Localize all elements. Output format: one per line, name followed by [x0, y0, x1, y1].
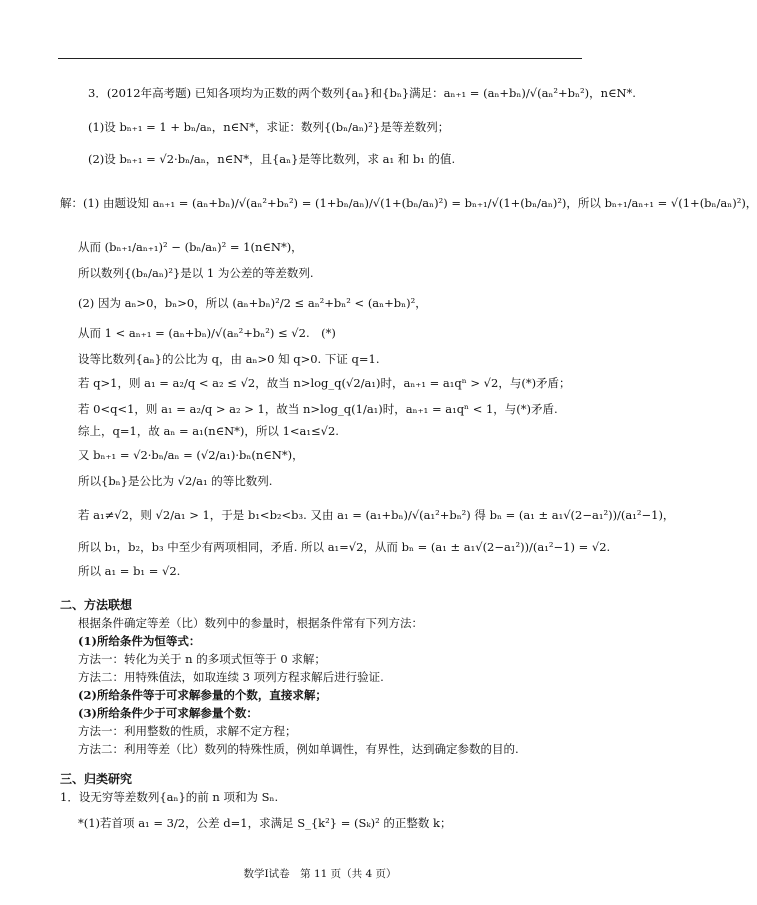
solution-line-3: 所以数列{(bₙ/aₙ)²}是以 1 为公差的等差数列. — [78, 266, 314, 280]
method-case-3-way-2: 方法二：利用等差（比）数列的特殊性质，例如单调性，有界性，达到确定参数的目的. — [78, 742, 519, 756]
method-case-3: (3)所给条件少于可求解参量个数： — [78, 706, 258, 720]
solution-line-4: (2) 因为 aₙ>0，bₙ>0，所以 (aₙ+bₙ)²/2 ≤ aₙ²+bₙ² < (aₙ+bₙ)²， — [78, 296, 427, 310]
solution-line-9: 综上，q=1，故 aₙ = a₁(n∈N*)，所以 1<a₁≤√2. — [78, 424, 339, 438]
solution-line-7: 若 q>1，则 a₁ = a₂/q < a₂ ≤ √2，故当 n>log_q(√2/a₁)时，aₙ₊₁ = a₁qⁿ > √2，与(*)矛盾； — [78, 376, 571, 390]
research-question-1: 1．设无穷等差数列{aₙ}的前 n 项和为 Sₙ. — [60, 790, 279, 804]
method-case-1-way-2: 方法二：用特殊值法，如取连续 3 项列方程求解后进行验证. — [78, 670, 384, 684]
solution-line-5: 从而 1 < aₙ₊₁ = (aₙ+bₙ)/√(aₙ²+bₙ²) ≤ √2. (*) — [78, 326, 336, 340]
method-case-2: (2)所给条件等于可求解参量的个数，直接求解； — [78, 688, 327, 702]
page-footer: 数学Ⅰ试卷 第 11 页（共 4 页） — [243, 868, 397, 880]
problem-part-1: (1)设 bₙ₊₁ = 1 + bₙ/aₙ，n∈N*，求证：数列{(bₙ/aₙ)²}是等差数列； — [88, 120, 450, 134]
problem-part-2: (2)设 bₙ₊₁ = √2·bₙ/aₙ，n∈N*，且{aₙ}是等比数列，求 a₁ 和 b₁ 的值. — [88, 152, 456, 166]
solution-line-10: 又 bₙ₊₁ = √2·bₙ/aₙ = (√2/a₁)·bₙ(n∈N*)， — [78, 448, 304, 462]
method-case-1-way-1: 方法一：转化为关于 n 的多项式恒等于 0 求解； — [78, 652, 326, 666]
problem-statement: 3．(2012年高考题) 已知各项均为正数的两个数列{aₙ}和{bₙ}满足：aₙ₊₁ = (aₙ+bₙ)/√(aₙ²+bₙ²)，n∈N*. — [88, 86, 636, 100]
research-heading: 三、归类研究 — [60, 772, 133, 786]
research-question-1-part-1: *(1)若首项 a₁ = 3/2，公差 d=1，求满足 S_{k²} = (Sₖ)² 的正整数 k； — [78, 816, 452, 830]
solution-line-12: 若 a₁≠√2，则 √2/a₁ > 1，于是 b₁<b₂<b₃. 又由 a₁ = (a₁+bₙ)/√(a₁²+bₙ²) 得 bₙ = (a₁ ± a₁√(2−a₁²))/(a₁²−1)， — [78, 508, 675, 522]
solution-line-1: 解：(1) 由题设知 aₙ₊₁ = (aₙ+bₙ)/√(aₙ²+bₙ²) = (1+bₙ/aₙ)/√(1+(bₙ/aₙ)²) = bₙ₊₁/√(1+(bₙ/aₙ)²)，所以 bₙ₊₁/aₙ₊₁ = √(1+(bₙ/aₙ)²)， — [60, 196, 757, 210]
solution-line-14: 所以 a₁ = b₁ = √2. — [78, 564, 181, 578]
method-case-3-way-1: 方法一：利用整数的性质，求解不定方程； — [78, 724, 297, 738]
solution-line-6: 设等比数列{aₙ}的公比为 q，由 aₙ>0 知 q>0. 下证 q=1. — [78, 352, 380, 366]
method-intro: 根据条件确定等差（比）数列中的参量时，根据条件常有下列方法： — [78, 616, 423, 630]
solution-line-8: 若 0<q<1，则 a₁ = a₂/q > a₂ > 1，故当 n>log_q(1/a₁)时，aₙ₊₁ = a₁qⁿ < 1，与(*)矛盾. — [78, 402, 558, 416]
solution-line-2: 从而 (bₙ₊₁/aₙ₊₁)² − (bₙ/aₙ)² = 1(n∈N*)， — [78, 240, 303, 254]
solution-line-11: 所以{bₙ}是公比为 √2/a₁ 的等比数列. — [78, 474, 273, 488]
method-case-1: (1)所给条件为恒等式： — [78, 634, 201, 648]
method-heading: 二、方法联想 — [60, 598, 133, 612]
solution-line-13: 所以 b₁，b₂，b₃ 中至少有两项相同，矛盾. 所以 a₁=√2，从而 bₙ = (a₁ ± a₁√(2−a₁²))/(a₁²−1) = √2. — [78, 540, 611, 554]
header-rule — [58, 58, 582, 59]
